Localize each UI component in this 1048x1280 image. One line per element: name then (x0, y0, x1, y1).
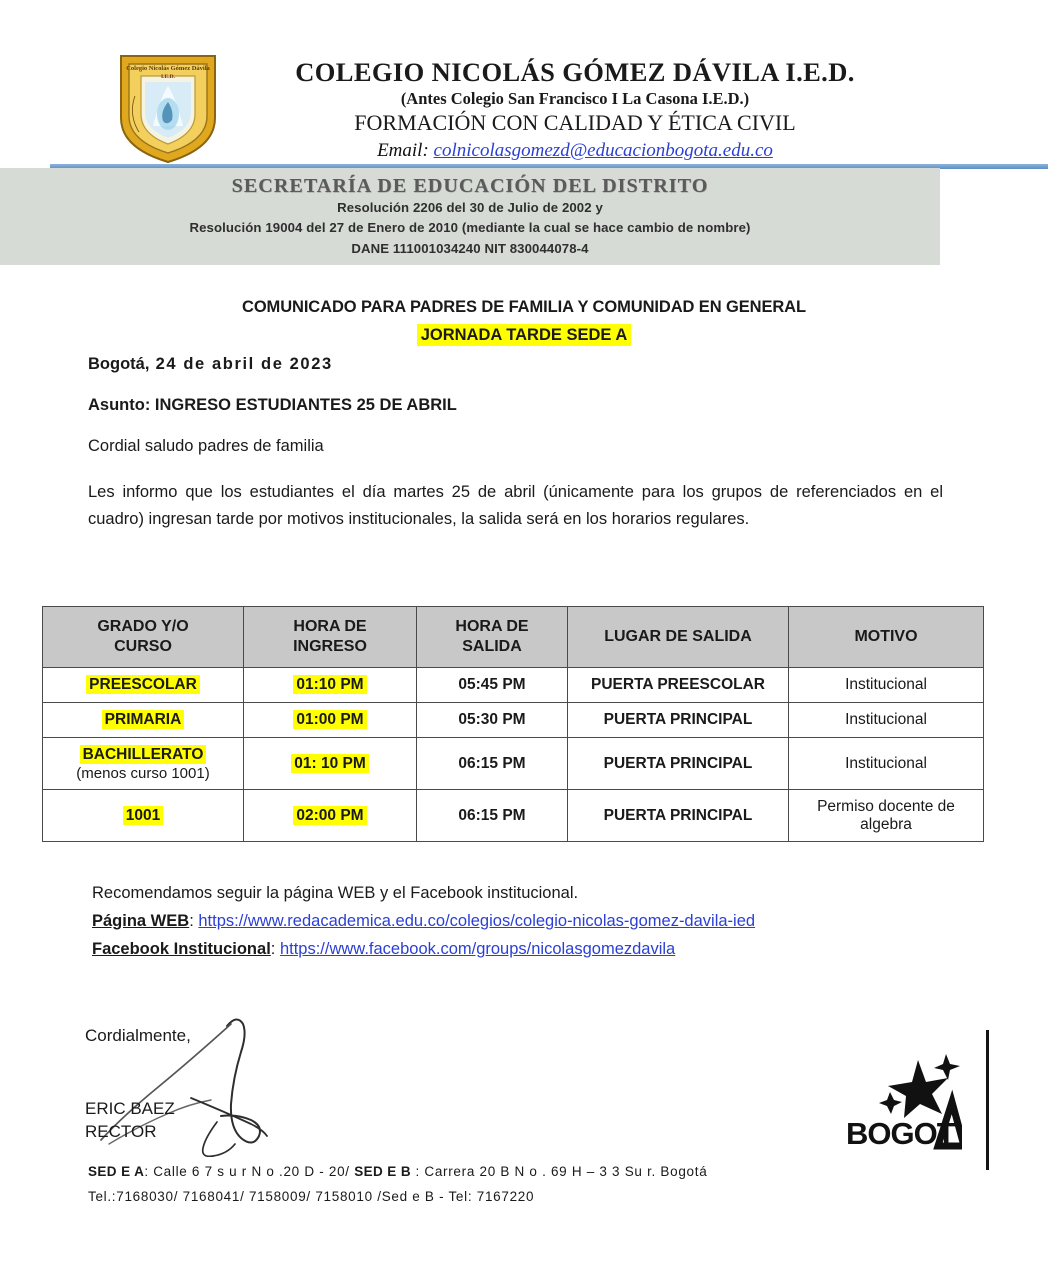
page-title: COMUNICADO PARA PADRES DE FAMILIA Y COMUNIDAD EN GENERAL (242, 298, 806, 316)
table-row (43, 790, 984, 842)
school-crest-icon (115, 52, 221, 164)
cell-lugar: PUERTA PRINCIPAL (568, 738, 789, 790)
footer-line-1 (88, 1160, 707, 1185)
cell-lugar: PUERTA PRINCIPAL (568, 703, 789, 738)
cell-salida: 06:15 PM (417, 738, 568, 790)
grado-note: (menos curso 1001) (76, 764, 210, 782)
cell-motivo: Institucional (789, 738, 984, 790)
table-row (43, 703, 984, 738)
col-header-salida-line1: HORA DE (455, 618, 529, 635)
col-header-grado-line2: CURSO (114, 638, 172, 655)
page-subtitle-wrap (0, 326, 1048, 345)
bogota-logo-icon (842, 1052, 962, 1157)
web-link-sep: : (189, 912, 199, 930)
table-header-row (43, 607, 984, 668)
school-name: COLEGIO NICOLÁS GÓMEZ DÁVILA I.E.D. (295, 57, 855, 87)
schedule-table (42, 606, 984, 842)
cell-grado (43, 703, 244, 738)
ingreso-value: 01:10 PM (293, 675, 366, 694)
col-header-salida (417, 607, 568, 668)
col-header-grado-line1: GRADO Y/O (97, 618, 189, 635)
col-header-ingreso-line1: HORA DE (293, 618, 367, 635)
letterhead (0, 0, 1048, 161)
cell-ingreso (244, 703, 417, 738)
ingreso-value: 02:00 PM (293, 806, 366, 825)
cell-grado (43, 790, 244, 842)
school-motto: FORMACIÓN CON CALIDAD Y ÉTICA CIVIL (354, 110, 796, 136)
ingreso-value: 01:00 PM (293, 710, 366, 729)
footer-line-2: Tel.:7168030/ 7168041/ 7158009/ 7158010 /Sed e B - Tel: 7167220 (88, 1188, 535, 1204)
email-link[interactable]: colnicolasgomezd@educacionbogota.edu.co (433, 139, 773, 161)
header-text-block (225, 58, 925, 162)
banner-resolution-2: Resolución 19004 del 27 de Enero de 2010 (mediante la cual se hace cambio de nombre) (189, 220, 751, 236)
col-header-grado (43, 607, 244, 668)
facebook-link-url[interactable]: https://www.facebook.com/groups/nicolasgomezdavila (279, 940, 676, 958)
cell-grado (43, 668, 244, 703)
date-value: 24 de abril de 2023 (149, 355, 333, 373)
web-link-url[interactable]: https://www.redacademica.edu.co/colegios/colegio-nicolas-gomez-davila-ied (198, 912, 756, 930)
page-subtitle: JORNADA TARDE SEDE A (417, 324, 632, 346)
city-label: Bogotá, (88, 355, 150, 373)
cell-salida: 05:30 PM (417, 703, 568, 738)
cell-motivo: Permiso docente de algebra (789, 790, 984, 842)
sede-a-address: : Calle 6 7 s u r N o .20 D - 20/ (144, 1164, 355, 1179)
grado-value: PREESCOLAR (86, 675, 200, 694)
cell-ingreso (244, 738, 417, 790)
banner-dane-nit: DANE 111001034240 NIT 830044078-4 (351, 240, 589, 256)
vertical-divider (986, 1030, 989, 1170)
greeting-line: Cordial saludo padres de familia (88, 437, 324, 455)
sede-a-label: SED E A (88, 1164, 145, 1179)
body-paragraph: Les informo que los estudiantes el día martes 25 de abril (únicamente para los grupos de referenciados en el cuadro) ingresan tarde por motivos institucionales, la salida será en los horarios regulares. (88, 483, 943, 528)
sede-b-address: : Carrera 20 B N o . 69 H – 3 3 Su r. Bogotá (411, 1164, 708, 1179)
cell-ingreso (244, 668, 417, 703)
secretariat-banner (0, 168, 940, 265)
svg-text:Colegio Nicolás Gómez Dávila: Colegio Nicolás Gómez Dávila (126, 65, 210, 72)
signer-block (85, 1098, 175, 1144)
col-header-ingreso (244, 607, 417, 668)
facebook-link-sep: : (270, 940, 280, 958)
bogota-logo-text: BOGOT (846, 1116, 955, 1151)
col-header-salida-line2: SALIDA (462, 638, 522, 655)
col-header-lugar: LUGAR DE SALIDA (568, 607, 789, 668)
col-header-ingreso-line2: INGRESO (293, 638, 367, 655)
web-link-row (92, 912, 755, 931)
svg-text:I.E.D.: I.E.D. (161, 74, 175, 80)
table-row (43, 668, 984, 703)
email-label: Email: (377, 139, 429, 161)
subject-label: Asunto: (88, 396, 151, 414)
col-header-motivo: MOTIVO (789, 607, 984, 668)
cell-grado (43, 738, 244, 790)
facebook-link-label: Facebook Institucional (92, 940, 271, 958)
sede-b-label: SED E B (354, 1164, 412, 1179)
table-row (43, 738, 984, 790)
cell-ingreso (244, 790, 417, 842)
signer-name: ERIC BAEZ (85, 1099, 175, 1118)
ingreso-value: 01: 10 PM (291, 754, 369, 773)
school-former-name: (Antes Colegio San Francisco I La Casona I.E.D.) (400, 88, 750, 108)
grado-value: 1001 (123, 806, 163, 825)
closing-text: Cordialmente, (85, 1026, 191, 1045)
recommendation-text: Recomendamos seguir la página WEB y el Facebook institucional. (92, 884, 579, 902)
cell-motivo: Institucional (789, 703, 984, 738)
cell-lugar: PUERTA PREESCOLAR (568, 668, 789, 703)
banner-resolution-1: Resolución 2206 del 30 de Julio de 2002 y (337, 200, 603, 215)
email-line (225, 140, 925, 162)
subject-line (88, 396, 457, 415)
signer-role: RECTOR (85, 1121, 157, 1141)
footer-address-block (88, 1160, 707, 1210)
grado-value: BACHILLERATO (80, 745, 207, 764)
cell-salida: 05:45 PM (417, 668, 568, 703)
subject-value: INGRESO ESTUDIANTES 25 DE ABRIL (150, 396, 457, 414)
cell-salida: 06:15 PM (417, 790, 568, 842)
facebook-link-row (92, 940, 675, 959)
banner-title: SECRETARÍA DE EDUCACIÓN DEL DISTRITO (231, 175, 709, 197)
web-link-label: Página WEB (92, 912, 190, 930)
cell-lugar: PUERTA PRINCIPAL (568, 790, 789, 842)
cell-motivo: Institucional (789, 668, 984, 703)
grado-value: PRIMARIA (102, 710, 185, 729)
city-date-line (88, 355, 333, 374)
